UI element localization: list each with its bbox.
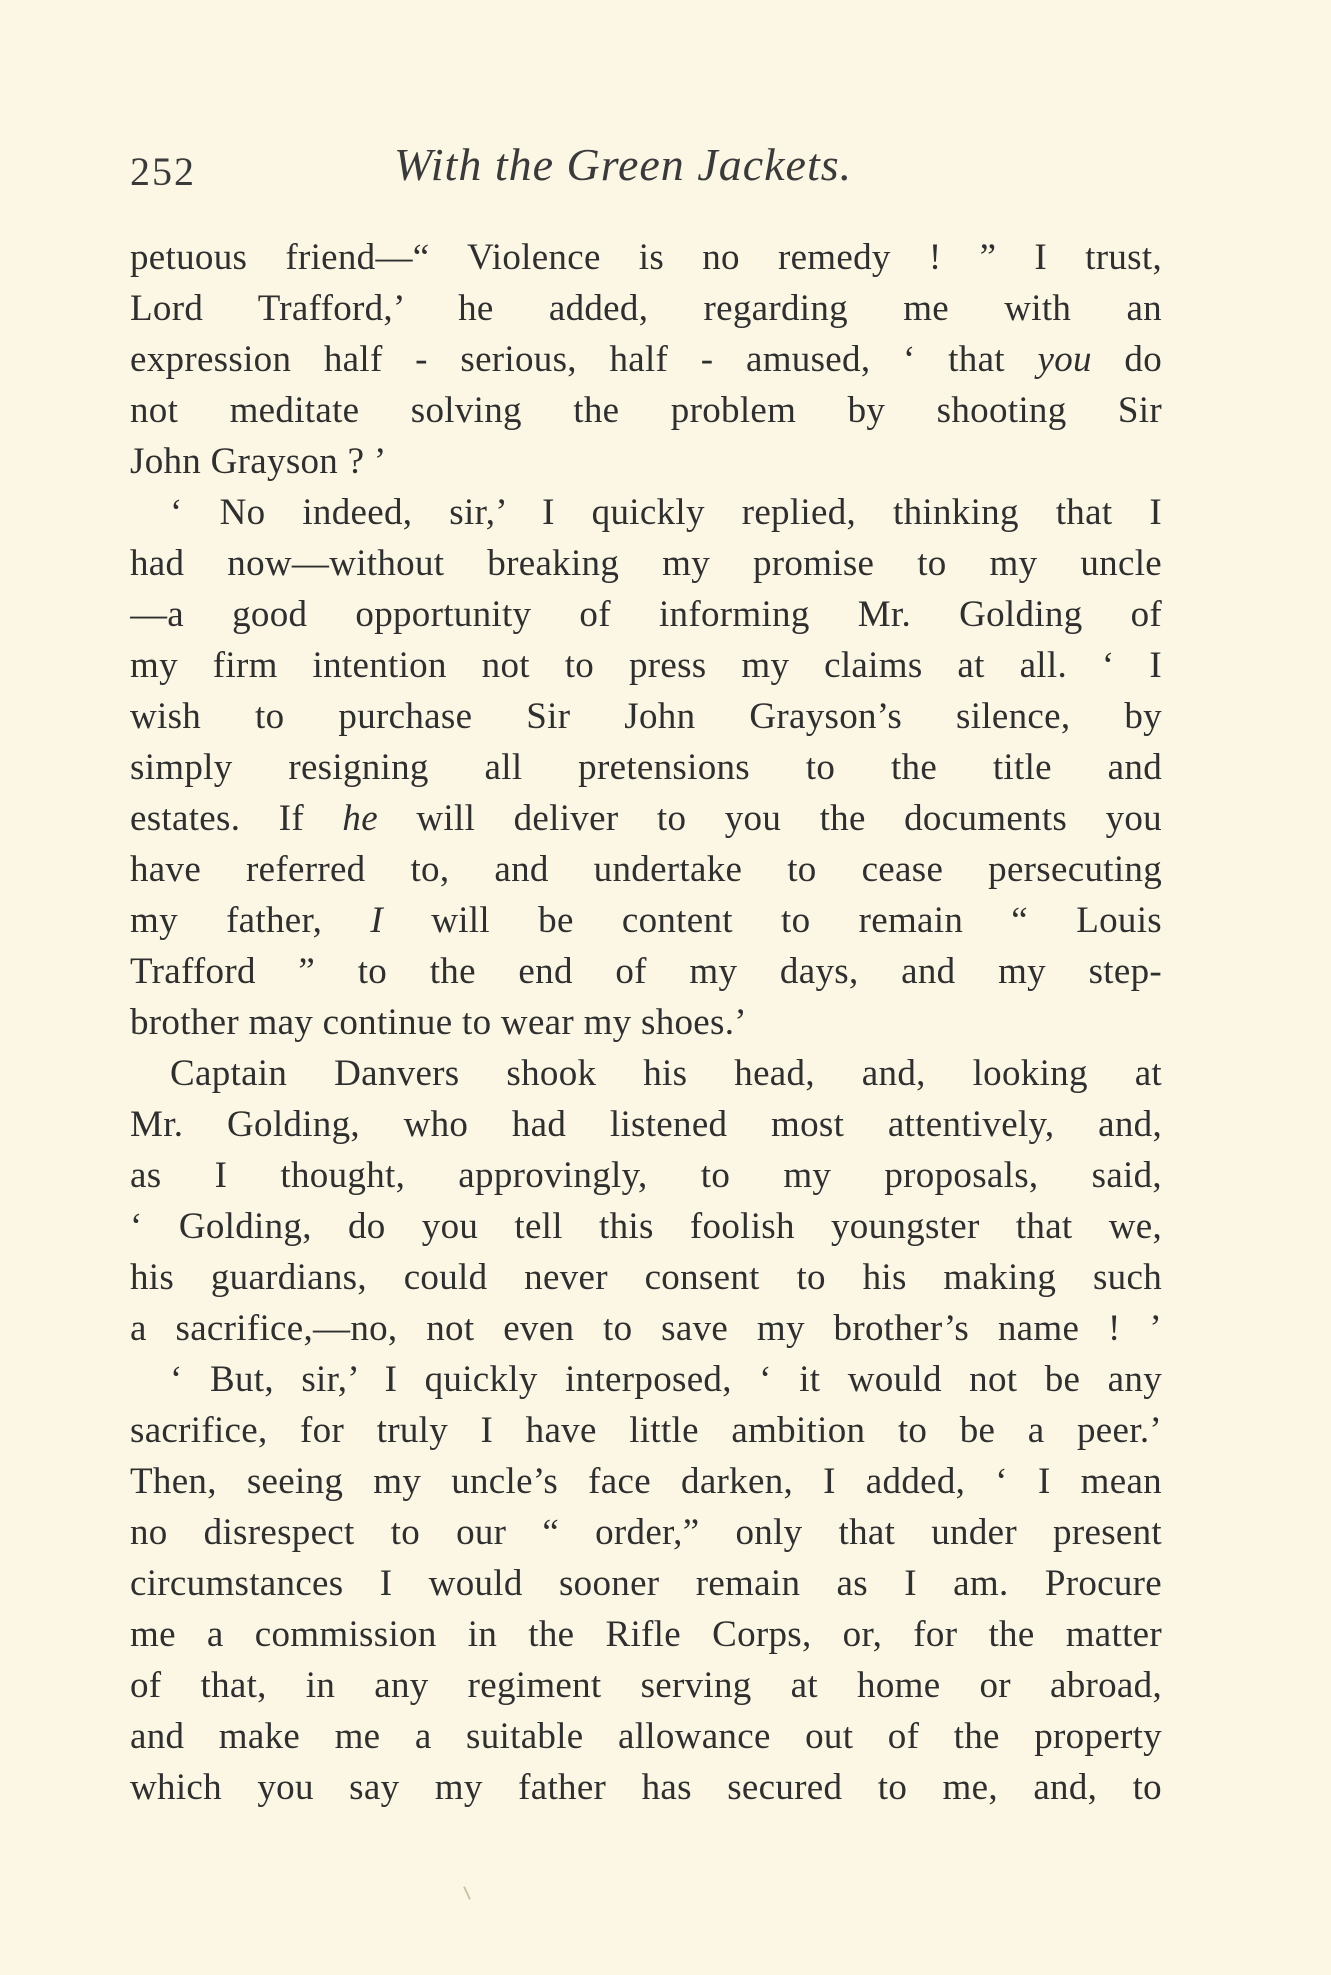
italic-word: I (370, 900, 384, 941)
text-line: my father, I will be content to remain “ Louis (130, 900, 1162, 941)
text-line: brother may continue to wear my shoes.’ (130, 1002, 747, 1043)
text-line: expression half - serious, half - amused, ‘ that you do (130, 339, 1162, 380)
text-line: ‘ But, sir,’ I quickly interposed, ‘ it would not be any (170, 1359, 1162, 1400)
text-line: —a good opportunity of informing Mr. Golding of (130, 594, 1162, 635)
italic-word: you (1037, 339, 1092, 380)
text-line: John Grayson ? ’ (130, 441, 387, 482)
text-line: no disrespect to our “ order,” only that under present (130, 1512, 1162, 1553)
text-line: Mr. Golding, who had listened most attentively, and, (130, 1104, 1162, 1145)
running-title: With the Green Jackets. (394, 139, 853, 190)
text-line: sacrifice, for truly I have little ambition to be a peer.’ (130, 1410, 1162, 1451)
text-line: petuous friend—“ Violence is no remedy ! ” I trust, (130, 237, 1162, 278)
text-line: have referred to, and undertake to cease persecuting (130, 849, 1162, 890)
text-line: of that, in any regiment serving at home or abroad, (130, 1665, 1162, 1706)
text-line: a sacrifice,—no, not even to save my brother’s name ! ’ (130, 1308, 1162, 1349)
text-line: Lord Trafford,’ he added, regarding me with an (130, 288, 1162, 329)
text-line: Trafford ” to the end of my days, and my step- (130, 951, 1162, 992)
text-line: my firm intention not to press my claims at all. ‘ I (130, 645, 1162, 686)
text-line: as I thought, approvingly, to my proposals, said, (130, 1155, 1162, 1196)
text-line: not meditate solving the problem by shooting Sir (130, 390, 1162, 431)
text-line: and make me a suitable allowance out of the property (130, 1716, 1162, 1757)
body-text (130, 232, 1162, 1813)
page-number: 252 (130, 149, 196, 194)
text-line: ‘ Golding, do you tell this foolish youngster that we, (130, 1206, 1162, 1247)
italic-word: he (342, 798, 378, 839)
text-line: wish to purchase Sir John Grayson’s silence, by (130, 696, 1162, 737)
text-line: his guardians, could never consent to his making such (130, 1257, 1162, 1298)
text-line: had now—without breaking my promise to my uncle (130, 543, 1162, 584)
paper-speck (463, 1886, 471, 1900)
page-header (130, 138, 1160, 208)
text-line: Then, seeing my uncle’s face darken, I added, ‘ I mean (130, 1461, 1162, 1502)
text-line: me a commission in the Rifle Corps, or, for the matter (130, 1614, 1162, 1655)
text-line: Captain Danvers shook his head, and, looking at (170, 1053, 1162, 1094)
text-line: which you say my father has secured to me, and, to (130, 1767, 1162, 1808)
text-line: circumstances I would sooner remain as I am. Procure (130, 1563, 1162, 1604)
text-line: simply resigning all pretensions to the title and (130, 747, 1162, 788)
text-line: estates. If he will deliver to you the documents you (130, 798, 1162, 839)
text-line: ‘ No indeed, sir,’ I quickly replied, thinking that I (170, 492, 1162, 533)
